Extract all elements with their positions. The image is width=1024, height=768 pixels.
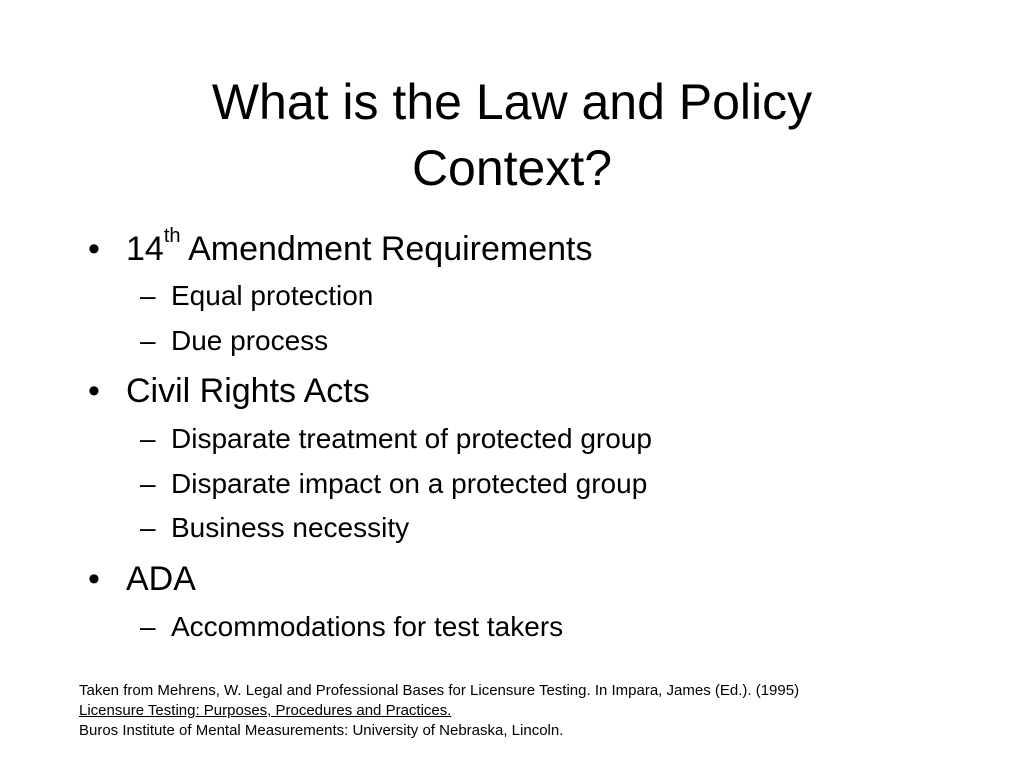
superscript: th — [163, 225, 181, 247]
bullet-text: 14th Amendment Requirements — [126, 225, 593, 268]
dash-mark: – — [140, 423, 156, 454]
dash-mark: – — [140, 611, 156, 642]
sub-bullet-text: Due process — [171, 325, 329, 356]
dash-mark: – — [140, 325, 156, 356]
citation — [79, 681, 799, 741]
sub-bullet-text: Disparate treatment of protected group — [171, 423, 652, 454]
bullet-text: Civil Rights Acts — [126, 372, 370, 410]
slide-title-line-2: Context? — [411, 140, 613, 196]
bullet-text: ADA — [126, 560, 196, 598]
citation-line-1: Taken from Mehrens, W. Legal and Professional Bases for Licensure Testing. In Impara, James (Ed.). (1995) — [79, 682, 800, 699]
dash-mark: – — [140, 512, 156, 543]
bullet-mark: • — [88, 560, 100, 598]
bullet-mark: • — [88, 372, 100, 410]
dash-mark: – — [140, 468, 156, 499]
citation-book-title: Licensure Testing: Purposes, Procedures and Practices. — [79, 702, 452, 719]
sub-bullet-text: Business necessity — [171, 512, 410, 543]
sub-bullet-text: Accommodations for test takers — [171, 611, 564, 642]
bullet-mark: • — [88, 230, 100, 268]
slide-title-line-1: What is the Law and Policy — [211, 74, 813, 130]
sub-bullet-text: Disparate impact on a protected group — [171, 468, 648, 499]
dash-mark: – — [140, 280, 156, 311]
sub-bullet-text: Equal protection — [171, 280, 374, 311]
citation-line-3: Buros Institute of Mental Measurements: University of Nebraska, Lincoln. — [79, 722, 564, 739]
